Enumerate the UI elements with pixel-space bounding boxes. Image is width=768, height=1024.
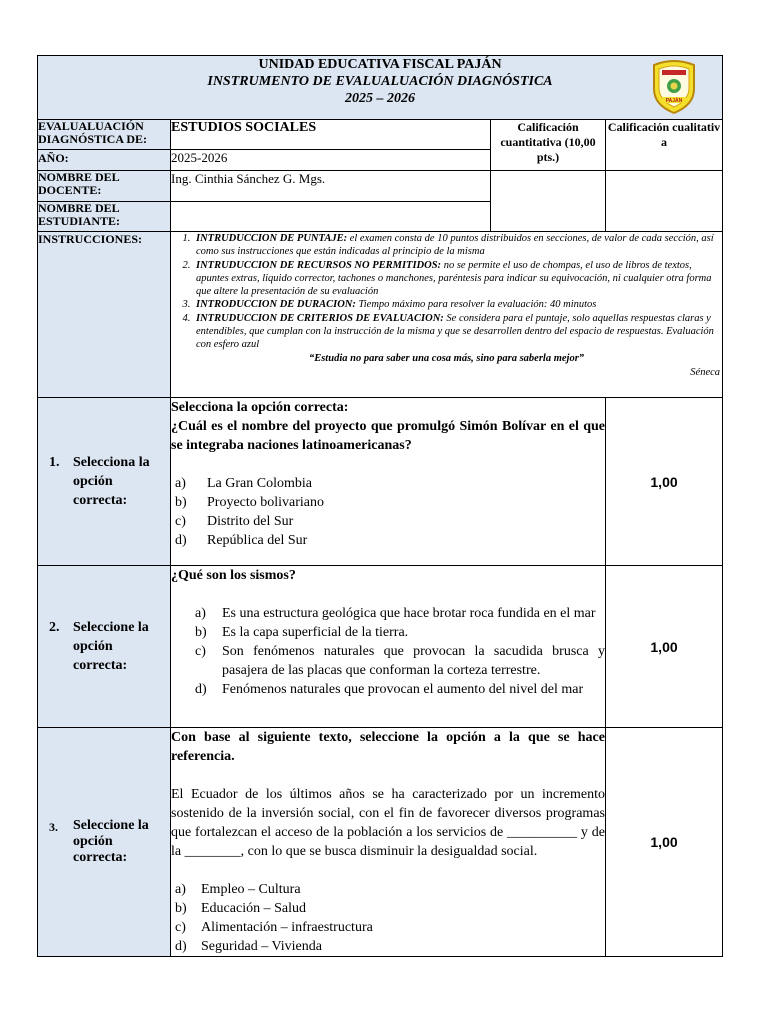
question-2-options	[171, 604, 605, 699]
exam-table	[37, 55, 723, 957]
instructions-block	[171, 232, 723, 398]
question-1-body	[171, 398, 606, 566]
school-period: 2025 – 2026	[345, 91, 416, 106]
option-item[interactable]: a) La Gran Colombia	[175, 476, 312, 491]
option-item[interactable]: d) República del Sur	[175, 533, 308, 548]
question-2-text: ¿Qué son los sismos?	[171, 568, 296, 583]
quantitative-grade-field[interactable]	[491, 171, 606, 232]
instructions-list	[171, 232, 722, 352]
option-item[interactable]: c) Son fenómenos naturales que provocan la sacudida brusca y pasajera de las placas que conforman la corteza terrestre.	[195, 644, 605, 678]
option-item[interactable]: c) Alimentación – infraestructura	[175, 920, 373, 935]
question-2-body	[171, 566, 606, 728]
option-item[interactable]: c) Distrito del Sur	[175, 514, 294, 529]
logo-lettering: PAJÁN	[665, 98, 683, 104]
option-item[interactable]: b) Es la capa superficial de la tierra.	[195, 625, 409, 640]
instruction-item: 1. INTRUDUCCION DE PUNTAJE: el examen consta de 10 puntos distribuidos en secciones, de valor de cada sección, así como sus instrucciones que están indicadas al principio de la misma	[193, 232, 722, 259]
option-item[interactable]: a) Empleo – Cultura	[175, 882, 301, 897]
quantitative-grade-header: Calificación cuantitativa (10,00 pts.)	[491, 120, 606, 171]
question-3-passage: El Ecuador de los últimos años se ha caracterizado por un incremento sostenido de la inversión social, con el fin de favorecer diversos programas que fortalezcan el acceso de la población a los servicios de __________ y de la ________, con lo que se busca disminuir la desigualdad social.	[171, 787, 605, 859]
year-label: AÑO:	[38, 150, 171, 171]
school-shield-logo	[648, 59, 700, 115]
school-name: UNIDAD EDUCATIVA FISCAL PAJÁN	[258, 57, 502, 72]
question-1-heading: Selecciona la opción correcta:	[171, 400, 349, 415]
option-item[interactable]: d) Seguridad – Vivienda	[175, 939, 322, 954]
instrument-title: INSTRUMENTO DE EVALUALUACIÓN DIAGNÓSTICA	[207, 74, 553, 89]
question-2-score: 1,00	[606, 566, 723, 728]
student-name-field[interactable]	[171, 202, 491, 232]
teacher-name: Ing. Cinthia Sánchez G. Mgs.	[171, 171, 491, 202]
question-1-score: 1,00	[606, 398, 723, 566]
quote-author: Séneca	[690, 366, 721, 378]
eval-subject: ESTUDIOS SOCIALES	[171, 120, 491, 150]
instruction-item: 2. INTRUDUCCION DE RECURSOS NO PERMITIDOS: no se permite el uso de chompas, el uso de libros de textos, apuntes extras, liquido corrector, tachones o manchones, paréntesis para indicar su equivocación, ni cualquier otra forma que altere la presentación de su evaluación	[193, 259, 722, 299]
question-3-score: 1,00	[606, 728, 723, 957]
instruction-item: 4. INTRUDUCCION DE CRITERIOS DE EVALUACION: Se considera para el puntaje, solo aquellas respuestas claras y entendibles, que cumplan con la instrucción de la misma y que se desarrollen dentro del espacio de respuestas. Evaluación con esfero azul	[193, 312, 722, 352]
student-label: NOMBRE DEL ESTUDIANTE:	[38, 202, 171, 232]
instructions-label: INSTRUCCIONES:	[38, 232, 171, 398]
option-item[interactable]: d) Fenómenos naturales que provocan el aumento del nivel del mar	[195, 682, 584, 697]
qualitative-grade-field[interactable]	[606, 171, 723, 232]
question-1-label: 1. Selecciona la opción correcta:	[38, 398, 171, 566]
year-value: 2025-2026	[171, 150, 491, 171]
question-3-options	[171, 880, 605, 956]
instruction-item: 3. INTRODUCCION DE DURACION: Tiempo máximo para resolver la evaluación: 40 minutos	[193, 298, 722, 311]
question-2-label: 2. Seleccione la opción correcta:	[38, 566, 171, 728]
exam-header	[38, 56, 723, 120]
option-item[interactable]: b) Proyecto bolivariano	[175, 495, 325, 510]
option-item[interactable]: b) Educación – Salud	[175, 901, 306, 916]
teacher-label: NOMBRE DEL DOCENTE:	[38, 171, 171, 202]
question-1-text: ¿Cuál es el nombre del proyecto que promulgó Simón Bolívar en el que se integraba naciones latinoamericanas?	[171, 419, 605, 453]
question-1-options	[171, 474, 605, 550]
quote: “Estudia no para saber una cosa más, sino para saberla mejor”	[308, 352, 585, 364]
question-3-text: Con base al siguiente texto, seleccione la opción a la que se hace referencia.	[171, 730, 605, 764]
qualitative-grade-header: Calificación cualitativa	[606, 120, 723, 171]
eval-label: EVALUALUACIÓN DIAGNÓSTICA DE:	[38, 120, 171, 150]
question-3-label: 3. Seleccione la opción correcta:	[38, 728, 171, 957]
option-item[interactable]: a) Es una estructura geológica que hace brotar roca fundida en el mar	[195, 606, 596, 621]
question-3-body	[171, 728, 606, 957]
